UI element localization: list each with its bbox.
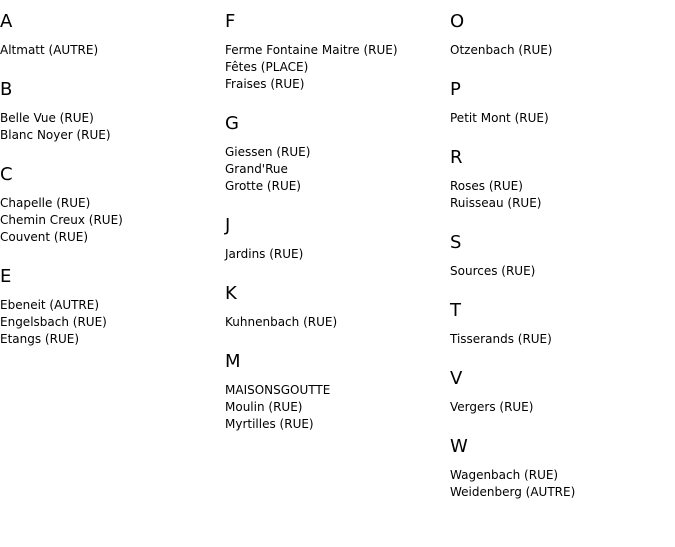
letter-heading: J — [225, 215, 231, 236]
letter-group — [450, 300, 670, 348]
letter-group — [0, 11, 220, 59]
street-link[interactable]: Chemin Creux (RUE) — [0, 213, 123, 227]
letter-group — [450, 368, 670, 416]
street-link[interactable]: Ruisseau (RUE) — [450, 196, 542, 210]
letter-heading: F — [225, 11, 236, 32]
street-link[interactable]: Blanc Noyer (RUE) — [0, 128, 111, 142]
street-link[interactable]: Ferme Fontaine Maitre (RUE) — [225, 43, 398, 57]
letter-heading: T — [450, 300, 461, 321]
street-link[interactable]: Engelsbach (RUE) — [0, 315, 107, 329]
letter-group — [450, 11, 670, 59]
letter-group — [225, 215, 445, 263]
letter-heading: O — [450, 11, 465, 32]
letter-heading: K — [225, 283, 237, 304]
street-link[interactable]: Ebeneit (AUTRE) — [0, 298, 100, 312]
street-link[interactable]: Otzenbach (RUE) — [450, 43, 553, 57]
letter-group — [225, 283, 445, 331]
street-link[interactable]: Kuhnenbach (RUE) — [225, 315, 338, 329]
letter-group — [450, 147, 670, 212]
letter-group — [225, 113, 445, 195]
street-link[interactable]: Vergers (RUE) — [450, 400, 534, 414]
letter-heading: C — [0, 164, 13, 185]
street-link[interactable]: Altmatt (AUTRE) — [0, 43, 99, 57]
index-column — [0, 11, 220, 368]
street-link[interactable]: Etangs (RUE) — [0, 332, 79, 346]
street-link[interactable]: Weidenberg (AUTRE) — [450, 485, 576, 499]
letter-heading: B — [0, 79, 13, 100]
letter-heading: A — [0, 11, 13, 32]
letter-heading: W — [450, 436, 468, 457]
letter-group — [0, 79, 220, 144]
street-link[interactable]: Giessen (RUE) — [225, 145, 311, 159]
letter-group — [450, 79, 670, 127]
street-link[interactable]: Chapelle (RUE) — [0, 196, 91, 210]
letter-heading: E — [0, 266, 12, 287]
index-column — [225, 11, 445, 453]
street-link[interactable]: Jardins (RUE) — [225, 247, 304, 261]
letter-group — [0, 266, 220, 348]
letter-heading: M — [225, 351, 241, 372]
letter-group — [450, 232, 670, 280]
street-link[interactable]: Petit Mont (RUE) — [450, 111, 549, 125]
street-link[interactable]: Fêtes (PLACE) — [225, 60, 309, 74]
street-link[interactable]: Fraises (RUE) — [225, 77, 305, 91]
letter-group — [450, 436, 670, 501]
letter-heading: S — [450, 232, 462, 253]
street-link[interactable]: Grotte (RUE) — [225, 179, 301, 193]
street-link[interactable]: Grand'Rue — [225, 162, 288, 176]
street-link[interactable]: Sources (RUE) — [450, 264, 536, 278]
letter-heading: R — [450, 147, 463, 168]
street-link[interactable]: Wagenbach (RUE) — [450, 468, 559, 482]
letter-group — [225, 11, 445, 93]
street-link[interactable]: Belle Vue (RUE) — [0, 111, 94, 125]
letter-heading: P — [450, 79, 461, 100]
letter-group — [225, 351, 445, 433]
street-link[interactable]: Couvent (RUE) — [0, 230, 89, 244]
street-link[interactable]: Tisserands (RUE) — [450, 332, 552, 346]
index-column — [450, 11, 670, 521]
letter-heading: V — [450, 368, 463, 389]
letter-heading: G — [225, 113, 239, 134]
street-link[interactable]: Moulin (RUE) — [225, 400, 303, 414]
letter-group — [0, 164, 220, 246]
street-link[interactable]: Roses (RUE) — [450, 179, 523, 193]
street-link[interactable]: MAISONSGOUTTE — [225, 383, 331, 397]
street-link[interactable]: Myrtilles (RUE) — [225, 417, 314, 431]
